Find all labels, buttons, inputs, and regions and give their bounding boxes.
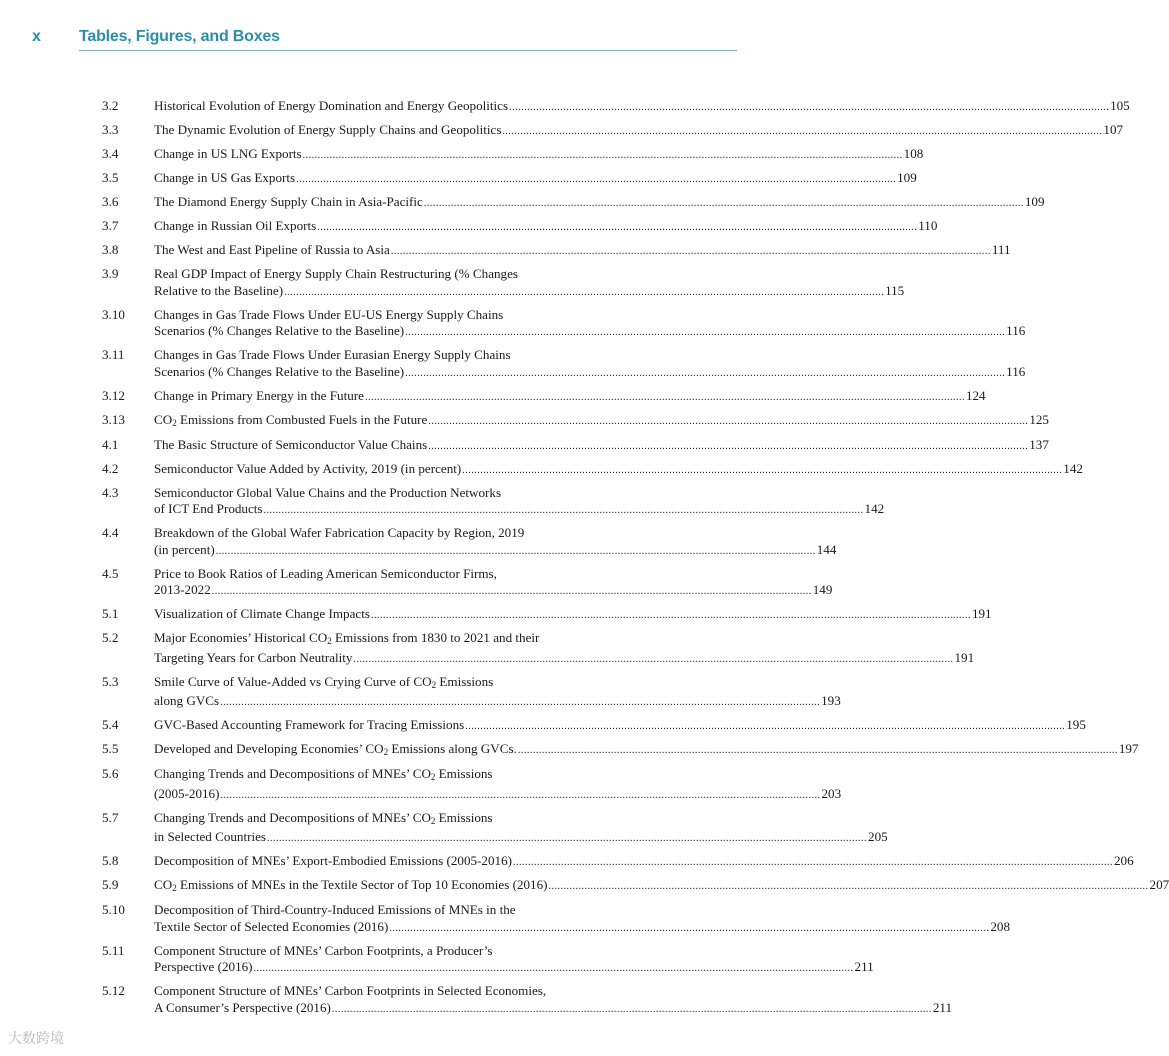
title-line-with-leader — [154, 146, 923, 165]
figure-title — [154, 525, 836, 560]
title-line: Developed and Developing Economies’ $CO_2$ Emissions along GVCs. — [154, 741, 517, 757]
page-reference: 149 — [812, 582, 833, 597]
title-line-with-leader — [154, 170, 917, 189]
page-reference: 109 — [897, 170, 917, 185]
title-line-with-leader — [154, 542, 836, 561]
dot-leader: ........................................................................................................................................................................................................ — [548, 881, 1149, 892]
figure-title — [154, 307, 1025, 342]
figure-number: 3.11 — [102, 347, 125, 362]
figure-title — [154, 461, 1083, 480]
toc-entry[interactable] — [102, 170, 917, 189]
page-reference: 211 — [854, 959, 874, 974]
figure-title — [154, 810, 888, 848]
figure-title — [154, 877, 1169, 897]
page-reference: 124 — [965, 387, 986, 403]
dot-leader: ........................................................................................................................................................................................................ — [331, 1003, 932, 1015]
figure-number: 5.4 — [102, 717, 119, 732]
figure-title — [154, 741, 1138, 761]
title-line: Change in Primary Energy in the Future — [154, 387, 364, 403]
title-line: Decomposition of MNEs’ Export-Embodied Emissions (2005-2016) — [154, 853, 512, 868]
title-line: The Diamond Energy Supply Chain in Asia-Pacific — [154, 194, 423, 209]
title-line-with-leader — [154, 242, 1011, 261]
figure-number: 3.4 — [102, 146, 119, 161]
page-header — [0, 0, 816, 60]
figure-title — [154, 853, 1134, 872]
figure-title — [154, 266, 904, 301]
subscript-two: 2 — [431, 679, 437, 690]
page-reference: 206 — [1113, 853, 1134, 868]
toc-entry[interactable] — [102, 717, 1086, 736]
title-line: The Dynamic Evolution of Energy Supply Chains and Geopolitics — [154, 122, 502, 137]
header-divider — [79, 50, 737, 51]
dot-leader: ........................................................................................................................................................................................................ — [263, 505, 864, 516]
page-reference: 195 — [1066, 717, 1086, 732]
toc-entry[interactable] — [102, 242, 1011, 261]
dot-leader: ........................................................................................................................................................................................................ — [428, 440, 1029, 452]
page-reference: 111 — [991, 242, 1011, 257]
title-line: in Selected Countries — [154, 829, 267, 844]
page-reference: 110 — [918, 218, 938, 233]
title-line-with-leader — [154, 218, 937, 237]
subscript-two: 2 — [430, 772, 436, 782]
toc-entry[interactable] — [102, 387, 986, 407]
page-reference: 105 — [1110, 98, 1130, 113]
title-line-with-leader — [154, 283, 904, 302]
figure-number: 5.5 — [102, 741, 119, 756]
dot-leader: ........................................................................................................................................................................................................ — [317, 222, 918, 233]
page-reference: 197 — [1118, 741, 1139, 756]
page-reference: 205 — [868, 829, 888, 844]
title-line-with-leader — [154, 877, 1169, 897]
title-line-with-leader — [154, 122, 1123, 141]
figure-title — [154, 485, 884, 520]
figure-number: 5.6 — [102, 766, 119, 781]
figure-number: 3.12 — [102, 387, 125, 403]
figure-number: 5.9 — [102, 877, 119, 892]
toc-list — [102, 98, 1169, 1024]
title-line: Scenarios (% Changes Relative to the Baseline) — [154, 323, 405, 338]
toc-entry[interactable] — [102, 146, 924, 165]
page-reference: 137 — [1029, 436, 1049, 452]
dot-leader: ........................................................................................................................................................................................................ — [284, 286, 885, 298]
figure-title — [154, 242, 1011, 261]
figure-title — [154, 170, 917, 189]
toc-entry[interactable] — [102, 942, 874, 978]
page-reference: 142 — [864, 501, 885, 516]
page-reference: 125 — [1029, 411, 1049, 427]
dot-leader: ........................................................................................................................................................................................................ — [512, 857, 1113, 868]
figure-title — [154, 983, 952, 1018]
figure-number: 5.8 — [102, 853, 119, 868]
title-line: Change in US Gas Exports — [154, 170, 296, 185]
toc-entry[interactable] — [102, 673, 841, 712]
page-reference: 191 — [954, 649, 975, 665]
figure-title — [154, 122, 1123, 141]
title-line: Visualization of Climate Change Impacts — [154, 606, 370, 621]
figure-title — [154, 437, 1049, 456]
figure-title — [154, 194, 1045, 213]
title-line: (2005-2016) — [154, 785, 220, 801]
title-line-with-leader — [154, 582, 832, 601]
dot-leader: ........................................................................................................................................................................................................ — [502, 126, 1103, 137]
title-line: Smile Curve of Value-Added vs Crying Curve of $CO_2$ Emissions — [154, 673, 494, 690]
figure-number: 4.1 — [102, 436, 119, 452]
dot-leader: ........................................................................................................................................................................................................ — [364, 391, 965, 403]
page-reference: 144 — [816, 541, 837, 557]
dot-leader: ........................................................................................................................................................................................................ — [253, 963, 854, 974]
dot-leader: ........................................................................................................................................................................................................ — [220, 697, 821, 708]
page-reference: 116 — [1006, 363, 1026, 379]
figure-number: 5.2 — [102, 630, 119, 645]
title-line-with-leader — [154, 194, 1045, 213]
toc-entry[interactable] — [102, 565, 833, 601]
title-line-with-leader — [154, 364, 1025, 383]
toc-entry[interactable] — [102, 809, 888, 848]
toc-entry[interactable] — [102, 741, 1139, 761]
title-line: Price to Book Ratios of Leading American Semiconductor Firms, — [154, 565, 497, 581]
figure-title — [154, 630, 974, 668]
figure-number: 3.2 — [102, 98, 119, 113]
toc-entry[interactable] — [102, 877, 1169, 897]
title-line: Changing Trends and Decompositions of MNEs’ $CO_2$ Emissions — [154, 766, 493, 782]
title-line: Change in US LNG Exports — [154, 146, 302, 161]
title-line: Semiconductor Value Added by Activity, 2019 (in percent) — [154, 460, 462, 476]
toc-entry[interactable] — [102, 853, 1134, 872]
dot-leader: ........................................................................................................................................................................................................ — [302, 150, 903, 161]
title-line: Semiconductor Global Value Chains and the Production Networks — [154, 484, 502, 500]
figure-number: 5.12 — [102, 983, 125, 998]
page-reference: 203 — [821, 785, 842, 801]
title-line: Real GDP Impact of Energy Supply Chain Restructuring (% Changes — [154, 266, 519, 281]
figure-number: 3.10 — [102, 306, 125, 322]
subscript-two: 2 — [383, 747, 389, 757]
figure-title — [154, 388, 986, 407]
figure-title — [154, 717, 1086, 736]
dot-leader: ........................................................................................................................................................................................................ — [215, 545, 816, 557]
title-line: (in percent) — [154, 541, 215, 557]
title-line-with-leader — [154, 959, 874, 978]
title-line-with-leader — [154, 741, 1138, 761]
toc-entry[interactable] — [102, 194, 1045, 213]
title-line: Targeting Years for Carbon Neutrality — [154, 649, 353, 665]
section-title: Tables, Figures, and Boxes — [79, 28, 280, 45]
title-line: 2013-2022 — [154, 582, 211, 597]
figure-title — [154, 566, 832, 601]
title-line: Historical Evolution of Energy Domination and Energy Geopolitics — [154, 98, 509, 113]
dot-leader: ........................................................................................................................................................................................................ — [353, 653, 954, 665]
title-line: GVC-Based Accounting Framework for Tracing Emissions — [154, 717, 465, 732]
toc-entry[interactable] — [102, 218, 938, 237]
title-line-with-leader — [154, 650, 974, 669]
page-reference: 116 — [1006, 323, 1026, 338]
subscript-two: 2 — [172, 883, 177, 893]
title-line: $CO_2$ Emissions of MNEs in the Textile Sector of Top 10 Economies (2016) — [154, 877, 548, 893]
page-reference: 115 — [885, 282, 905, 298]
title-line: Changes in Gas Trade Flows Under Eurasian Energy Supply Chains — [154, 347, 511, 362]
figure-number: 3.9 — [102, 266, 119, 281]
title-line: Textile Sector of Selected Economies (2016) — [154, 918, 389, 934]
figure-number: 4.4 — [102, 525, 119, 540]
toc-entry[interactable] — [102, 525, 837, 560]
title-line: Major Economies’ Historical $CO_2$ Emissions from 1830 to 2021 and their — [154, 630, 540, 646]
title-line-with-leader — [154, 693, 841, 712]
title-line-with-leader — [154, 717, 1086, 736]
toc-entry[interactable] — [102, 411, 1049, 432]
title-line: The Basic Structure of Semiconductor Value Chains — [154, 436, 428, 452]
title-line-with-leader — [154, 323, 1025, 342]
title-line-with-leader — [154, 829, 888, 848]
watermark: 大数跨境 — [8, 1031, 64, 1047]
toc-entry[interactable] — [102, 347, 1026, 382]
title-line: Changes in Gas Trade Flows Under EU-US Energy Supply Chains — [154, 306, 504, 322]
figure-number: 3.6 — [102, 194, 119, 209]
title-line: The West and East Pipeline of Russia to Asia — [154, 242, 390, 257]
title-line: Changing Trends and Decompositions of MNEs’ $CO_2$ Emissions — [154, 809, 493, 826]
figure-number: 3.7 — [102, 218, 119, 233]
figure-number: 3.5 — [102, 170, 119, 185]
page-reference: 208 — [990, 918, 1010, 934]
dot-leader: ........................................................................................................................................................................................................ — [428, 415, 1029, 427]
title-line-with-leader — [154, 786, 841, 805]
toc-entry[interactable] — [102, 436, 1049, 456]
figure-number: 4.5 — [102, 565, 119, 581]
title-line: along GVCs — [154, 693, 220, 708]
dot-leader: ........................................................................................................................................................................................................ — [405, 327, 1006, 338]
figure-title — [154, 943, 874, 978]
title-line: Component Structure of MNEs’ Carbon Footprints, a Producer’s — [154, 942, 493, 958]
dot-leader: ........................................................................................................................................................................................................ — [509, 102, 1110, 113]
title-line: A Consumer’s Perspective (2016) — [154, 999, 331, 1015]
figure-number: 5.3 — [102, 673, 119, 689]
figure-number: 4.3 — [102, 484, 119, 500]
subscript-two: 2 — [327, 636, 332, 646]
dot-leader: ........................................................................................................................................................................................................ — [267, 833, 868, 844]
title-line: $CO_2$ Emissions from Combusted Fuels in the Future — [154, 411, 428, 428]
figure-title — [154, 347, 1025, 382]
title-line-with-leader — [154, 437, 1049, 456]
title-line: of ICT End Products — [154, 501, 263, 516]
page-reference: 193 — [821, 693, 841, 708]
title-line-with-leader — [154, 919, 1010, 938]
page-reference: 207 — [1149, 877, 1169, 892]
page-number: x — [32, 28, 41, 45]
dot-leader: ........................................................................................................................................................................................................ — [370, 610, 971, 621]
title-line: Scenarios (% Changes Relative to the Baseline) — [154, 363, 405, 379]
subscript-two: 2 — [172, 417, 177, 428]
dot-leader: ........................................................................................................................................................................................................ — [390, 246, 991, 257]
dot-leader: ........................................................................................................................................................................................................ — [465, 721, 1066, 732]
figure-title — [154, 98, 1130, 117]
toc-entry[interactable] — [102, 484, 885, 520]
toc-entry[interactable] — [102, 983, 953, 1018]
figure-title — [154, 902, 1010, 937]
figure-number: 5.10 — [102, 902, 125, 917]
toc-entry[interactable] — [102, 766, 842, 804]
title-line-with-leader — [154, 501, 884, 520]
dot-leader: ........................................................................................................................................................................................................ — [211, 586, 812, 597]
figure-number: 3.3 — [102, 122, 119, 137]
title-line: Relative to the Baseline) — [154, 282, 284, 298]
dot-leader: ........................................................................................................................................................................................................ — [296, 174, 897, 185]
subscript-two: 2 — [430, 815, 436, 826]
title-line-with-leader — [154, 388, 986, 407]
figure-title — [154, 146, 923, 165]
toc-entry[interactable] — [102, 98, 1130, 117]
title-line-with-leader — [154, 461, 1083, 480]
toc-entry[interactable] — [102, 606, 992, 625]
page-reference: 142 — [1063, 460, 1083, 476]
toc-entry[interactable] — [102, 460, 1083, 480]
title-line: Decomposition of Third-Country-Induced Emissions of MNEs in the — [154, 902, 516, 917]
dot-leader: ........................................................................................................................................................................................................ — [389, 922, 990, 934]
dot-leader: ........................................................................................................................................................................................................ — [462, 464, 1063, 476]
figure-number: 5.7 — [102, 809, 119, 825]
page-reference: 109 — [1024, 194, 1045, 209]
toc-entry[interactable] — [102, 902, 1010, 937]
toc-entry[interactable] — [102, 306, 1026, 342]
toc-entry[interactable] — [102, 122, 1124, 141]
figure-title — [154, 766, 841, 804]
title-line-with-leader — [154, 853, 1134, 872]
figure-title — [154, 674, 841, 712]
figure-title — [154, 606, 992, 625]
title-line: Component Structure of MNEs’ Carbon Footprints in Selected Economies, — [154, 983, 547, 998]
dot-leader: ........................................................................................................................................................................................................ — [423, 198, 1024, 209]
figure-number: 3.13 — [102, 411, 125, 427]
title-line-with-leader — [154, 412, 1049, 432]
toc-entry[interactable] — [102, 630, 975, 668]
figure-number: 5.11 — [102, 942, 125, 958]
title-line-with-leader — [154, 606, 992, 625]
page-reference: 191 — [971, 606, 992, 621]
toc-entry[interactable] — [102, 266, 905, 301]
title-line-with-leader — [154, 1000, 952, 1019]
title-line: Change in Russian Oil Exports — [154, 218, 317, 233]
dot-leader: ........................................................................................................................................................................................................ — [405, 367, 1006, 379]
page-reference: 108 — [903, 146, 924, 161]
figure-title — [154, 218, 937, 237]
figure-number: 4.2 — [102, 460, 119, 476]
title-line: Breakdown of the Global Wafer Fabrication Capacity by Region, 2019 — [154, 525, 525, 540]
figure-title — [154, 412, 1049, 432]
page-reference: 107 — [1103, 122, 1124, 137]
figure-number: 5.1 — [102, 606, 119, 621]
figure-number: 3.8 — [102, 242, 119, 257]
title-line-with-leader — [154, 98, 1130, 117]
dot-leader: ........................................................................................................................................................................................................ — [220, 789, 821, 801]
page-reference: 211 — [932, 999, 953, 1015]
dot-leader: ........................................................................................................................................................................................................ — [517, 745, 1118, 756]
title-line: Perspective (2016) — [154, 959, 253, 974]
